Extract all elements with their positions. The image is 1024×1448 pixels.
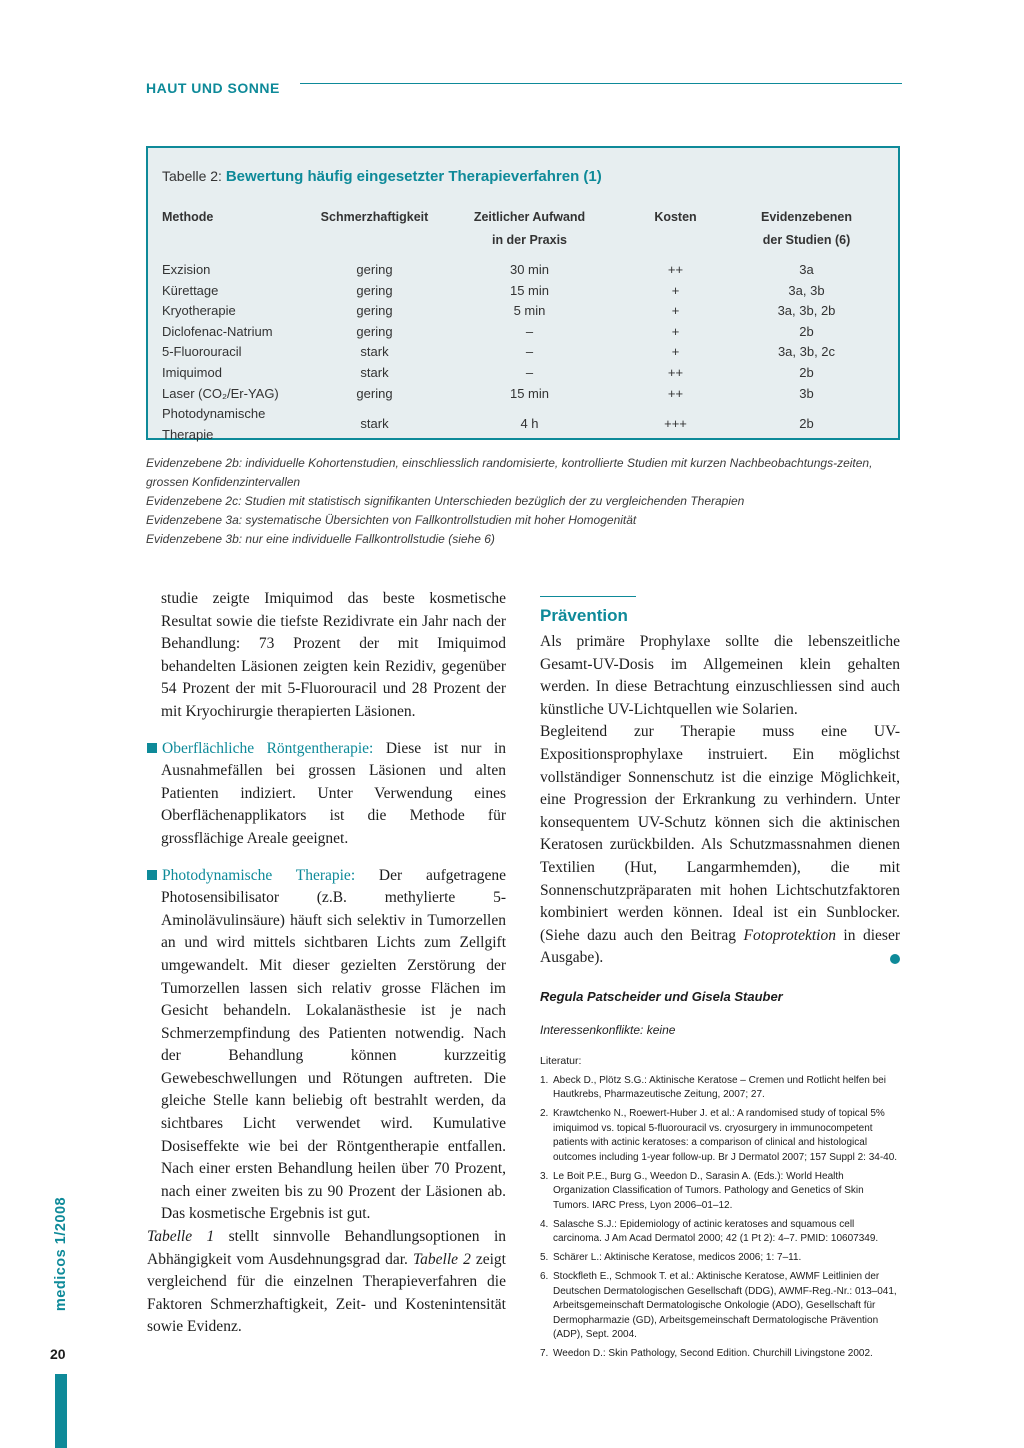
- paragraph-body: Diese ist nur in Ausnahmefällen bei grossen Läsionen und alten Patienten indiziert. Unter Verwendung eines Oberflächenapplikators ist die Methode für grossflächige Areale geeignet.: [161, 739, 506, 847]
- table-caption: [162, 168, 602, 185]
- reference-number: 1.: [540, 1074, 549, 1086]
- table-box: [146, 146, 900, 440]
- column-header-line: [162, 229, 302, 252]
- paragraph-lead: Oberflächliche Röntgentherapie:: [162, 739, 374, 757]
- column-header-line: der Studien (6): [762, 233, 851, 247]
- table-cell: Laser (CO₂/Er-YAG): [162, 385, 279, 401]
- reference-text: Krawtchenko N., Roewert-Huber J. et al.: A randomised study of topical 5% imiquimod vs. topical 5-fluorouracil vs. cryosurgery in immunocompetent patients with actinic keratoses: a comparison of clinical and histological outcomes including 1-year follow-up. Br J Dermatol 2007; 157 Suppl 2: 34-40.: [553, 1108, 898, 1163]
- column-header: [739, 206, 874, 252]
- reference-text: Salasche S.J.: Epidemiology of actinic keratoses and squamous cell carcinoma. J Am Acad Dermatol 2000; 42 (1 Pt 2): 4–7. PMID: 10607349.: [553, 1218, 879, 1245]
- table-cell: 2b: [799, 364, 814, 380]
- section-rule: [540, 596, 636, 597]
- table-row: [162, 363, 874, 384]
- table-cell: 4 h: [520, 416, 539, 432]
- reference-text: Schärer L.: Aktinische Keratose, medicos 2006; 1: 7–11.: [553, 1252, 802, 1264]
- reference-item: [540, 1074, 900, 1103]
- square-bullet-icon: [147, 743, 157, 753]
- table-row: [162, 404, 874, 445]
- table-cell: Exzision: [162, 262, 211, 277]
- table-caption-prefix: Tabelle 2:: [162, 168, 226, 184]
- table-cell: 5 min: [513, 303, 546, 319]
- table-cell: stark: [360, 344, 389, 360]
- therapy-table: [162, 206, 874, 445]
- table-cell: ++: [667, 385, 684, 401]
- table-cell: Photodynamische Therapie: [162, 406, 266, 442]
- table-cell: +: [671, 344, 680, 360]
- paragraph-body: Begleitend zur Therapie muss eine UV-Expositionsprophylaxe instruiert. Ein möglichst vollständiger Sonnenschutz ist die einzige Möglichkeit, eine Progression der Erkrankung zu verhindern. Unter konsequentem UV-Schutz können sich die aktinischen Keratosen zurückbilden. Als Schutzmassnahmen dienen Textilien (Hut, Langarmhemden), die mit Sonnenschutzpräparaten mit hohen Lichtschutzfaktoren kombiniert werden können. Ideal ist ein Sunblocker. (Siehe dazu auch den Beitrag: [540, 723, 900, 944]
- paragraph: studie zeigte Imiquimod das beste kosmetische Resultat sowie die tiefste Rezidivrate ein Jahr nach der Behandlung: 73 Prozent der mit Imiquimod behandelten Läsionen zeigten kein Rezidiv, gegenüber 54 Prozent der mit 5-Fluorouracil und 28 Prozent der mit Kryochirurgie therapierten Läsionen.: [161, 590, 506, 720]
- table-note: Evidenzebene 2b: individuelle Kohortenstudien, einschliesslich randomisierte, kontrollierte Studien mit kurzen Nachbeobachtungs-zeiten, grossen Konfidenzintervallen: [146, 456, 873, 489]
- journal-label: medicos 1/2008: [53, 1196, 69, 1312]
- reference-text: Weedon D.: Skin Pathology, Second Edition. Churchill Livingstone 2002.: [553, 1348, 873, 1360]
- column-header-line: Methode: [162, 210, 214, 224]
- column-header: [612, 206, 739, 252]
- table-cell: 3a, 3b: [788, 282, 825, 298]
- table-cell: Diclofenac-Natrium: [162, 323, 273, 339]
- column-header: [162, 206, 302, 252]
- table-cell: 30 min: [509, 262, 550, 277]
- left-column: [147, 588, 507, 1339]
- table-cell: stark: [360, 416, 389, 432]
- table-cell: Imiquimod: [162, 364, 222, 380]
- table-cell: gering: [356, 323, 393, 339]
- reference-number: 3.: [540, 1170, 549, 1182]
- column-header-line: Zeitlicher Aufwand: [473, 210, 586, 224]
- table-cell: +++: [664, 416, 687, 432]
- reference-item: [540, 1251, 900, 1266]
- paragraph-pdt: [161, 865, 506, 1227]
- reference-number: 2.: [540, 1108, 549, 1120]
- table-cell: gering: [356, 385, 393, 401]
- right-column: [540, 596, 900, 1366]
- table-cell: stark: [360, 364, 389, 380]
- table-cell: gering: [356, 262, 393, 277]
- table-row: [162, 322, 874, 343]
- column-header-line: Kosten: [654, 210, 697, 224]
- table-header-row: [162, 206, 874, 252]
- section-header: HAUT UND SONNE: [146, 80, 280, 96]
- table-note: Evidenzebene 3b: nur eine individuelle Fallkontrollstudie (siehe 6): [146, 532, 495, 546]
- paragraph-lead: Photodynamische Therapie:: [162, 866, 356, 884]
- reference-text: Le Boit P.E., Burg G., Weedon D., Sarasin A. (Eds.): World Health Organization Classification of Tumors. Pathology and Genetics of Skin Tumors. IARC Press, Lyon 2006–01–12.: [553, 1170, 864, 1211]
- table-cell: 15 min: [509, 385, 550, 401]
- table-cell: 5-Fluorouracil: [162, 344, 242, 360]
- table-cell: ++: [667, 364, 684, 380]
- column-header: [302, 206, 447, 252]
- reference-item: [540, 1218, 900, 1247]
- table-cell: 3a, 3b, 2c: [777, 344, 836, 360]
- reference-item: [540, 1170, 900, 1214]
- column-header: [447, 206, 612, 252]
- end-dot-icon: [890, 954, 900, 964]
- side-bar: [55, 1374, 67, 1448]
- table-cell: 3b: [799, 385, 814, 401]
- table-cell: –: [525, 344, 534, 360]
- table-ref: Tabelle 1: [147, 1228, 215, 1246]
- reference-item: [540, 1270, 900, 1343]
- reference-list: [540, 1074, 900, 1362]
- reference-text: Stockfleth E., Schmook T. et al.: Aktinische Keratose, AWMF Leitlinien der Deutschen Dermatologischen Gesellschaft (DDG), AWMF-Reg.-Nr.: 013–041, Arbeitsgemeinschaft Dermatologische Onkologie (ADO), Gesellschaft für Dermopharmazie (GD), Arbeitsgemeinschaft Dermatologische Prävention (ADP), Sept. 2004.: [553, 1271, 897, 1341]
- column-header-line: [302, 229, 447, 252]
- table-note: Evidenzebene 2c: Studien mit statistisch signifikanten Unterschieden bezüglich der zu vergleichenden Therapien: [146, 494, 745, 508]
- square-bullet-icon: [147, 870, 157, 880]
- table-cell: –: [525, 323, 534, 339]
- table-cell: –: [525, 364, 534, 380]
- column-header-line: in der Praxis: [491, 233, 568, 247]
- paragraph-tables: [147, 1226, 506, 1339]
- table-notes: [146, 454, 906, 549]
- reference-number: 6.: [540, 1271, 549, 1283]
- column-header-line: Schmerzhaftigkeit: [320, 210, 429, 224]
- table-row: [162, 252, 874, 281]
- reference-text: Abeck D., Plötz S.G.: Aktinische Keratose – Cremen und Rotlicht helfen bei Hautkrebs, Pharmazeutische Zeitung, 2007; 27.: [553, 1074, 886, 1101]
- paragraph-body: in dieser Ausgabe).: [540, 926, 900, 967]
- table-cell: 15 min: [509, 282, 550, 298]
- table-cell: +: [671, 303, 680, 319]
- table-cell: Kryotherapie: [162, 303, 236, 319]
- table-row: [162, 342, 874, 363]
- reference-number: 5.: [540, 1252, 549, 1264]
- paragraph-roentgen: [161, 738, 506, 851]
- column-header-line: Evidenzebenen: [761, 210, 852, 224]
- authors: Regula Patscheider und Gisela Stauber: [540, 988, 783, 1004]
- table-caption-title: Bewertung häufig eingesetzter Therapieverfahren (1): [225, 168, 602, 185]
- table-cell: +: [671, 282, 680, 298]
- section-title: Prävention: [540, 606, 628, 625]
- paragraph: [540, 721, 900, 970]
- paragraph: Als primäre Prophylaxe sollte die lebenszeitliche Gesamt-UV-Dosis im Allgemeinen klein gehalten werden. In diese Betrachtung einzuschliessen sind auch künstliche UV-Lichtquellen wie Solarien.: [540, 633, 900, 718]
- table-cell: 3a, 3b, 2b: [777, 303, 836, 319]
- table-row: [162, 281, 874, 302]
- table-row: [162, 301, 874, 322]
- reference-item: [540, 1107, 900, 1165]
- table-cell: Kürettage: [162, 282, 219, 298]
- column-header-line: [612, 229, 739, 252]
- table-cell: 2b: [799, 323, 814, 339]
- reference-item: [540, 1347, 900, 1362]
- table-cell: 2b: [799, 416, 814, 432]
- reference-number: 7.: [540, 1348, 549, 1360]
- table-row: [162, 384, 874, 405]
- page-number: 20: [50, 1346, 66, 1362]
- paragraph-body: zeigt vergleichend für die einzelnen Therapieverfahren die Faktoren Schmerzhaftigkeit, Zeit- und Kostenintensität sowie Evidenz.: [147, 1250, 506, 1336]
- table-cell: ++: [667, 262, 684, 277]
- conflicts-of-interest: Interessenkonflikte: keine: [540, 1022, 676, 1037]
- table-cell: gering: [356, 303, 393, 319]
- header-rule: [300, 83, 902, 84]
- literature-label: Literatur:: [540, 1054, 582, 1067]
- table-note: Evidenzebene 3a: systematische Übersichten von Fallkontrollstudien mit hoher Homogenität: [146, 513, 637, 527]
- table-cell: gering: [356, 282, 393, 298]
- table-cell: 3a: [799, 262, 814, 277]
- paragraph-body: Der aufgetragene Photosensibilisator (z.B. methylierte 5-Aminolävulinsäure) häuft sich selektiv in Tumorzellen an und wird mittels sichtbaren Lichts zum Zellgift umgewandelt. Mit dieser gezielten Zerstörung der Tumorzellen lassen sich relativ grosse Flächen im Gesicht behandeln. Lokalanästhesie ist je nach Schmerzempfindung des Patienten notwendig. Nach der Behandlung können kurzzeitig Gewebeschwellungen und Rötungen auftreten. Die gleiche Stelle kann beliebig oft bestrahlt werden, da sichtbares Licht verwendet wird. Kumulative Dosiseffekte wie bei der Röntgentherapie entfallen. Nach einer ersten Behandlung heilen über 70 Prozent, nach einer zweiten bis zu 90 Prozent der Läsionen ab. Das kosmetische Ergebnis ist gut.: [161, 866, 507, 1223]
- table-cell: +: [671, 323, 680, 339]
- paragraph-body: stellt sinnvolle Behandlungsoptionen in Abhängigkeit vom Ausdehnungsgrad dar.: [147, 1228, 506, 1268]
- table-ref: Tabelle 2: [412, 1250, 471, 1268]
- reference-number: 4.: [540, 1218, 549, 1230]
- article-ref: Fotoprotektion: [743, 926, 836, 944]
